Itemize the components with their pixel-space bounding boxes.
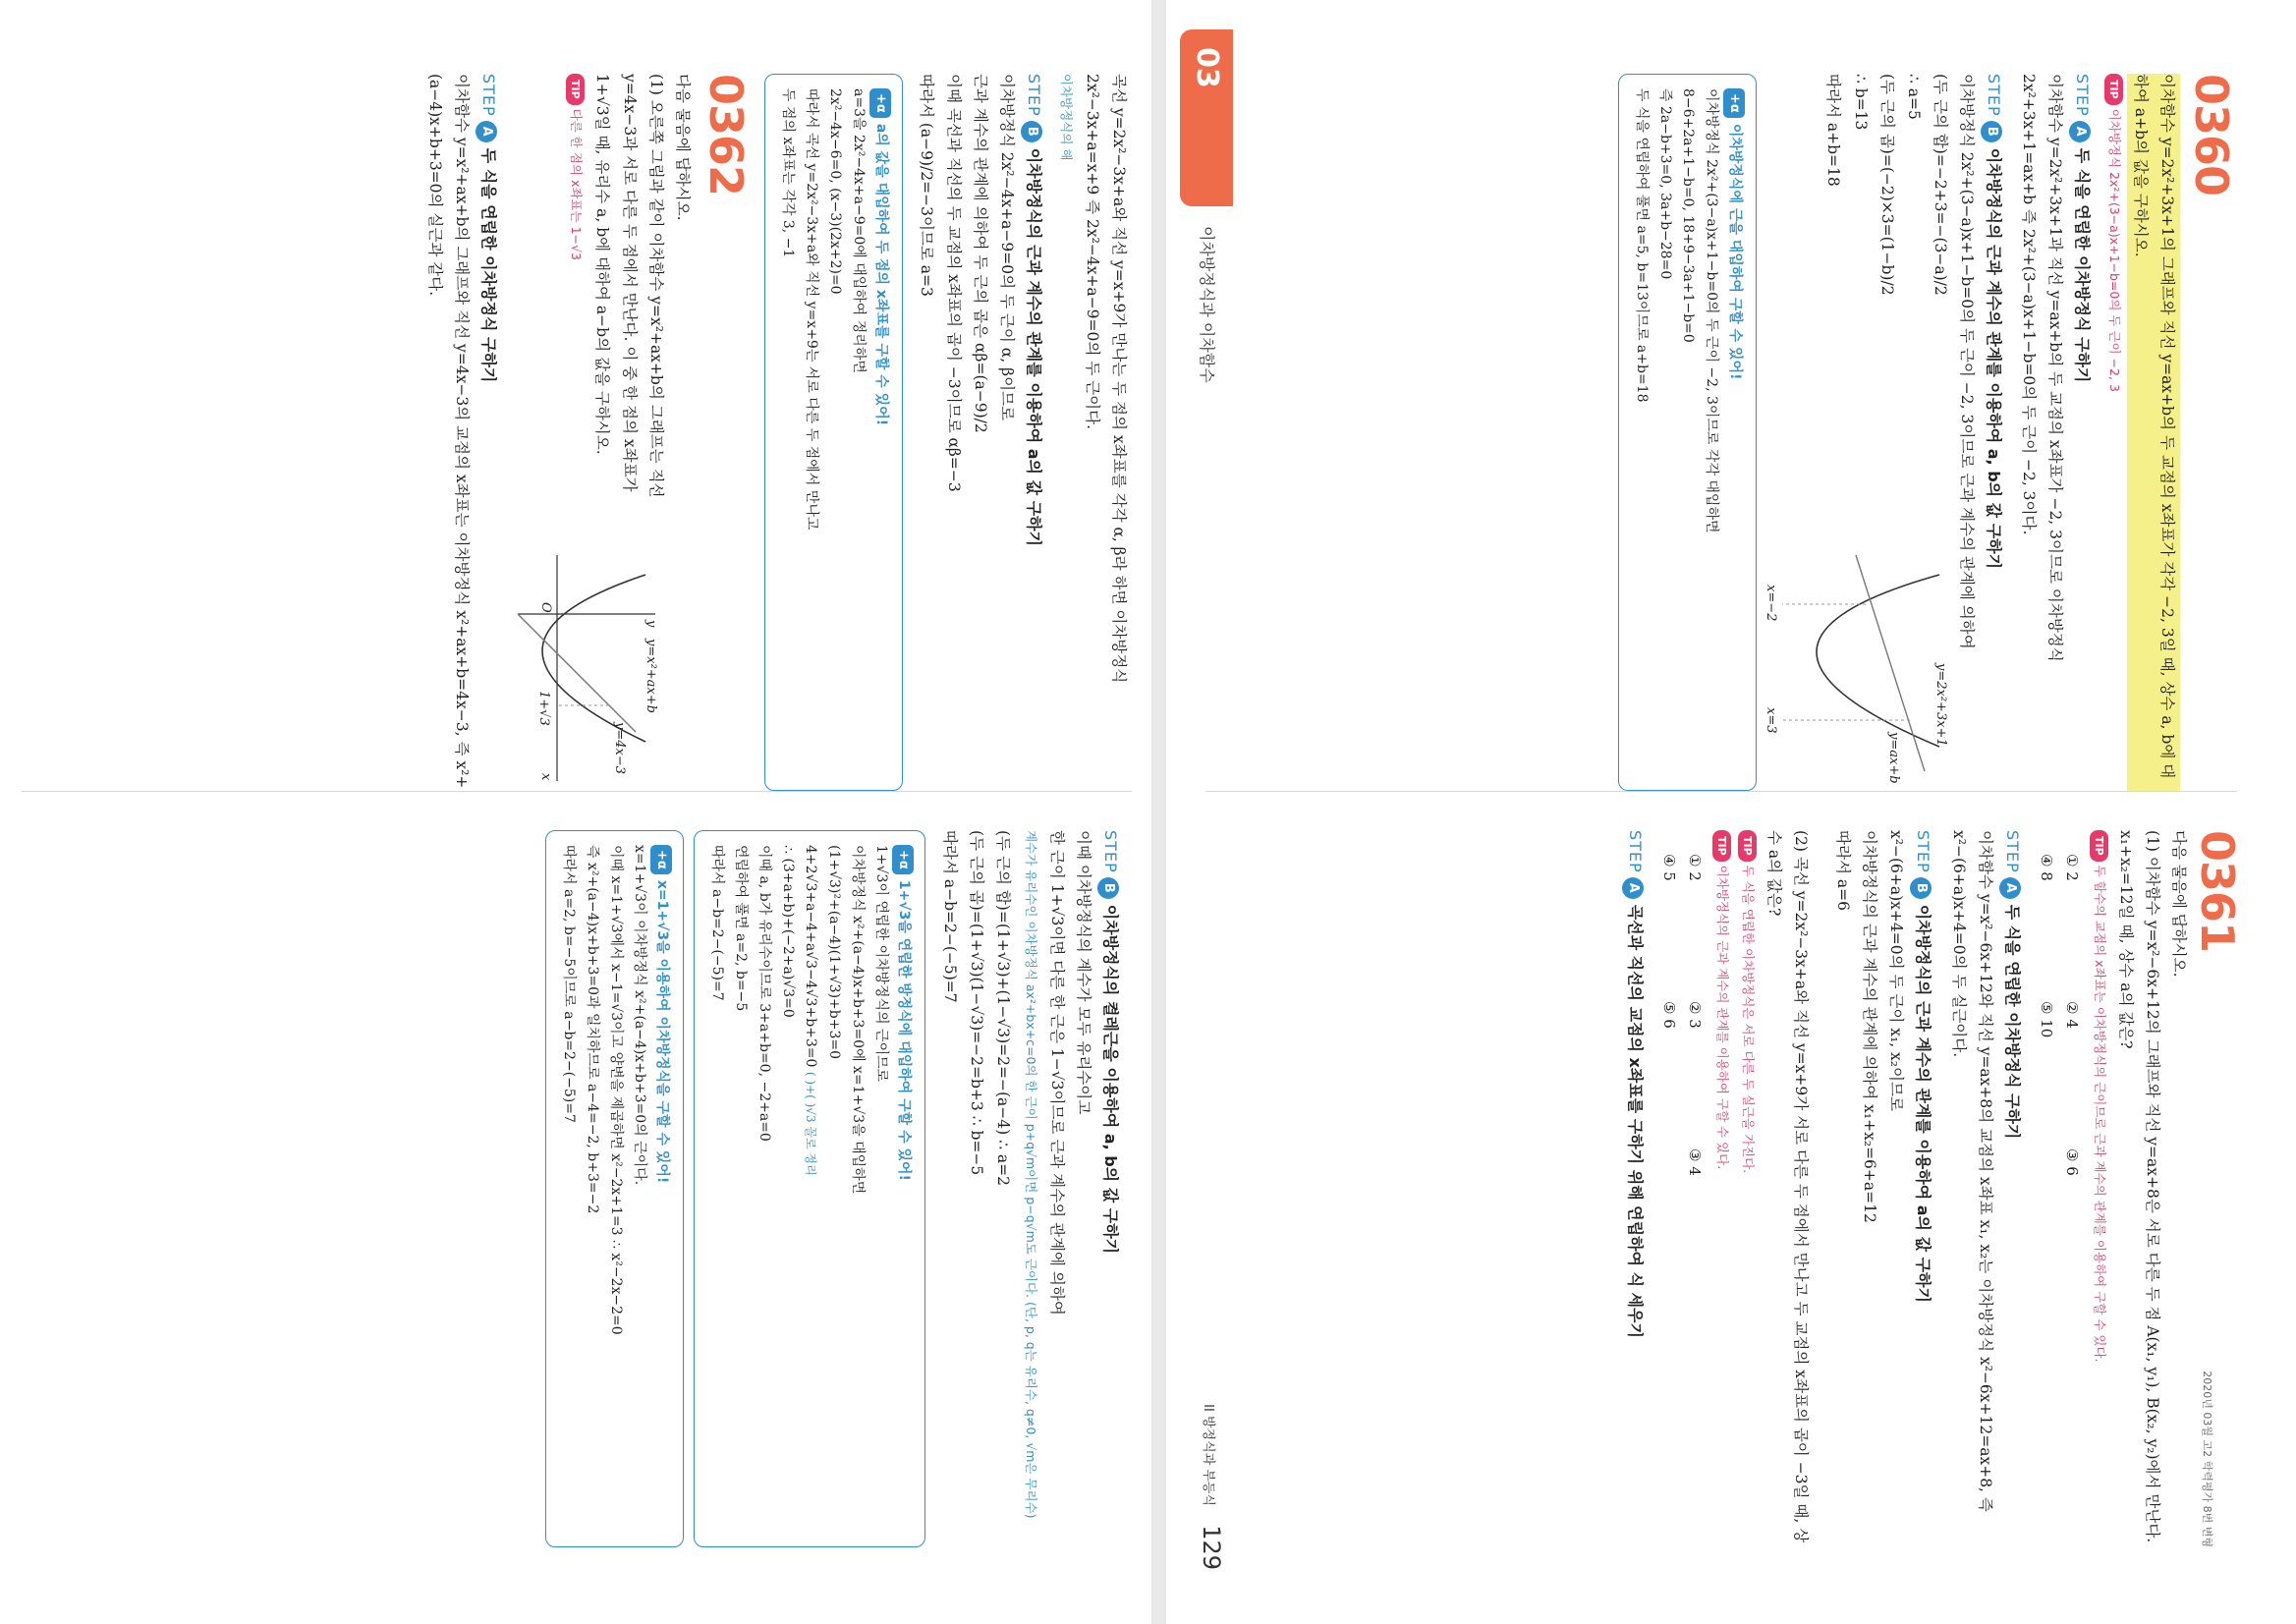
answer-choices [1656, 854, 1708, 1547]
choice[interactable]: ③ 4 [1686, 1148, 1705, 1176]
step-b-badge: B [1097, 877, 1119, 899]
step-a-heading [1998, 830, 2026, 1547]
tip [1737, 830, 1759, 1547]
equation: 따라서 a−b=2−(−5)=7 [940, 830, 959, 1003]
side-note: ( )+( )√3 꼴로 정리 [804, 1071, 818, 1176]
box-line: 따라서 곡선 y=2x²−3x+a와 직선 y=x+9는 서로 다른 두 점에서 만나고 [803, 88, 819, 531]
line [518, 614, 636, 732]
plus-alpha-icon: +α [650, 845, 672, 874]
equation: (두 근의 곱)=(−2)×3=(1−b)/2 [1877, 74, 1896, 296]
box-line-text: 4+2√3+a−4+a√3−4√3+b+3=0 [803, 845, 819, 1068]
box-line: 따라서 a−b=2−(−5)=7 [709, 845, 726, 1001]
box-line: 이때 a, b가 유리수이므로 3+a+b=0, −2+a=0 [756, 845, 772, 1142]
box-line: 8−6+2a+1−b=0, 18+9−3a+1−b=0 [1680, 88, 1697, 343]
choice[interactable]: ⑤ 6 [1659, 1001, 1678, 1029]
box-line: 두 식을 연립하여 풀면 a=5, b=13이므로 a+b=18 [1633, 88, 1650, 403]
section-gap [1151, 0, 1166, 1624]
box-line: 이차방정식 x²+(a−4)x+b+3=0에 x=1+√3을 대입하면 [849, 845, 866, 1195]
equation: ∴ a=5 [1904, 74, 1923, 120]
chapter-tab: 03 [1180, 29, 1233, 206]
box-line: 즉 x²+(a−4)x+b+3=0과 일치하므로 a−4=−2, b+3=−2 [584, 845, 600, 1214]
tip-badge: TIP [1712, 830, 1731, 862]
step-label: STEP [1101, 830, 1120, 873]
equation: (두 근의 곱)=(1+√3)(1−√3)=−2=b+3 ∴ b=−5 [967, 830, 985, 1176]
step-a-heading [2068, 74, 2096, 791]
box-line: ∴ (3+a+b)+(−2+a)√3=0 [779, 845, 796, 1018]
graph-0362 [508, 545, 665, 791]
part-name: II 방정식과 부등식 [1201, 1404, 1215, 1506]
problem-source: 2020년 03월 고2 학력평가 8번 변형 [2201, 1371, 2213, 1547]
tip-badge: TIP [566, 74, 585, 105]
plus-alpha-box [1618, 74, 1757, 791]
step-text: x²−(6+a)x+4=0의 두 근이 x₁, x₂이므로 [1887, 830, 1906, 1111]
curve-label: y=x²+ax+b [643, 639, 658, 713]
problem-intro: 다음 물음에 답하시오. [673, 74, 692, 221]
problem-question: 이차함수 y=2x²+3x+1의 그래프와 직선 y=ax+b의 두 교점의 x좌표가 각각 −2, 3일 때, 상수 a, b에 대하여 a+b의 값을 구하시오. [2127, 74, 2180, 791]
box-title: x=1+√3을 이용하여 이차방정식을 구할 수 있어! [654, 879, 671, 1184]
question-2: (2) 곡선 y=2x²−3x+a와 직선 y=x+9가 서로 다른 두 점에서 만나고 두 교점의 x좌표의 곱이 −3일 때, 상수 a의 값은? [1764, 830, 1811, 1543]
y-axis-label: y [643, 620, 658, 628]
problem-header [2192, 830, 2242, 1547]
tip-text: 두 함수의 교점의 x좌표는 이차방정식의 근이므로 근과 계수의 관계를 이용하여 구할 수 있다. [2093, 865, 2108, 1363]
step-label: STEP [1625, 830, 1645, 873]
box-line: 두 점의 x좌표는 각각 3, −1 [780, 88, 797, 258]
step-text: 이차함수 y=x²+ax+b의 그래프와 직선 y=4x−3의 교점의 x좌표는 이차방정식 x²+ax+b=4x−3, 즉 x²+(a−4)x+b+3=0의 실근과 같다. [425, 74, 471, 789]
parabola-curve [1817, 575, 1939, 747]
step-a-heading [475, 74, 502, 791]
box-line: 따라서 a=2, b=−5이므로 a−b=2−(−5)=7 [561, 845, 578, 1123]
problem-0361 [1621, 830, 2242, 1547]
plus-alpha-box [545, 830, 684, 1547]
box-line: 1+√3이 연립한 이차방정식의 근이므로 [872, 845, 889, 1083]
choice[interactable]: ① 2 [1686, 854, 1705, 881]
question-1: (1) 오른쪽 그림과 같이 이차함수 y=x²+ax+b의 그래프는 직선 y=4x−3과 서로 다른 두 점에서 만난다. 이 중 한 점의 x좌표가 1+√3일 때, 유리수 a, b에 대하여 a−b의 값을 구하시오. [593, 74, 665, 498]
step-title: 두 식을 연립한 이차방정식 구하기 [2073, 147, 2093, 383]
step-b-heading [1020, 74, 1047, 791]
chapter-name: 이차방정식과 이차함수 [1198, 226, 1216, 383]
plus-alpha-icon: +α [892, 845, 914, 874]
page-number: 129 [1198, 1525, 1225, 1570]
step-text: 한 근이 1+√3이면 다른 한 근은 1−√3이므로 근과 계수의 관계에 의하여 [1047, 830, 1066, 1316]
problem-number: 0360 [2185, 74, 2238, 196]
choice[interactable]: ② 3 [1686, 1001, 1705, 1029]
choice[interactable]: ④ 8 [2037, 854, 2055, 881]
step-title: 이차방정식의 근과 계수의 관계를 이용하여 a의 값 구하기 [1024, 147, 1043, 546]
tip [2103, 74, 2125, 791]
step-text: 이차방정식 2x²+(3−a)x+1−b=0의 두 근이 −2, 3이므로 근과 계수의 관계에 의하여 [1958, 74, 1977, 649]
plus-alpha-box [694, 830, 925, 1547]
x1-label: x=−2 [1763, 585, 1778, 622]
problem-number: 0362 [700, 74, 754, 196]
step-text: 이차함수 y=x²−6x+12와 직선 y=ax+8의 교점의 x좌표 x₁, x₂는 이차방정식 x²−6x+12=ax+8, 즉 x²−(6+a)x+4=0의 두 실근이다. [1949, 830, 1994, 1512]
line-label: y=4x−3 [611, 722, 627, 775]
graph-0360 [1763, 535, 1949, 791]
step-title: 곡선과 직선의 교점의 x좌표를 구하기 위해 연립하여 식 세우기 [1625, 904, 1645, 1338]
step-title: 이차방정식의 근과 계수의 관계를 이용하여 a의 값 구하기 [1914, 904, 1933, 1303]
step-label: STEP [1985, 74, 2004, 117]
column-divider [22, 791, 1132, 792]
step-b-heading [1980, 74, 2007, 791]
choice[interactable]: ⑤ 10 [2037, 1001, 2055, 1038]
page-footer [1176, 0, 1235, 1624]
step-text: 이때 이차방정식의 계수가 모두 유리수이고 [1075, 830, 1092, 1115]
box-line: 즉 2a−b+3=0, 3a+b−28=0 [1656, 88, 1673, 280]
step-a-badge: A [1999, 877, 2021, 899]
equation: (두 근의 합)=−2+3=−(3−a)/2 [1931, 74, 1949, 296]
x2-label: x=3 [1763, 707, 1778, 734]
choice[interactable]: ③ 6 [2063, 1148, 2082, 1176]
tip-badge: TIP [1738, 830, 1757, 862]
step-b-heading [1096, 830, 1124, 1547]
step-text: 이차방정식의 근과 계수의 관계에 의하여 x₁+x₂=6+a=12 [1861, 830, 1879, 1223]
box-title: 이차방정식에 근을 대입하여 구할 수 있어! [1726, 123, 1743, 380]
equation: (두 근의 합)=(1+√3)+(1−√3)=2=−(a−4) ∴ a=2 [993, 830, 1012, 1186]
tip [1711, 830, 1733, 1547]
step-label: STEP [2002, 830, 2022, 873]
step-title: 이차방정식의 켤레근을 이용하여 a, b의 값 구하기 [1101, 904, 1120, 1255]
side-note: 계수가 유리수인 이차방정식 ax²+bx+c=0의 한 근이 p+q√m이면 p−q√m도 근이다. (단, p, q는 유리수, q≠0, √m은 무리수) [1023, 830, 1038, 1519]
step-text: 이차방정식 2x²−4x+a−9=0의 두 근이 α, β이므로 [997, 74, 1016, 420]
step-b-badge: B [1910, 877, 1932, 899]
step-a-badge: A [2069, 121, 2091, 142]
tip-text: 다른 한 점의 x좌표는 1−√3 [569, 108, 585, 260]
equation: 따라서 a+b=18 [1824, 74, 1843, 187]
box-line: x=1+√3이 이차방정식 x²+(a−4)x+b+3=0의 근이다. [631, 845, 647, 1186]
box-title: a의 값을 대입하여 두 점의 x좌표를 구할 수 있어! [873, 123, 890, 426]
step-a-badge: A [1622, 877, 1644, 899]
plus-alpha-icon: +α [1723, 88, 1745, 118]
x-axis-label: x [537, 773, 553, 781]
side-note: 이차방정식의 해 [1058, 74, 1074, 161]
box-line: (1+√3)²+(a−4)(1+√3)+b+3=0 [826, 845, 843, 1059]
step-label: STEP [1914, 830, 1933, 873]
box-heading [1722, 88, 1746, 776]
box-line: 2x²−4x−6=0, (x−3)(2x+2)=0 [826, 88, 843, 295]
upper-page-section [1166, 0, 2296, 1624]
step-a-badge: A [476, 121, 497, 142]
tip-badge: TIP [2090, 830, 2108, 862]
problem-0362-continued [535, 830, 1132, 1547]
line-label: y=ax+b [1885, 732, 1901, 784]
step-label: STEP [1024, 74, 1043, 117]
step-title: 이차방정식의 근과 계수의 관계를 이용하여 a, b의 값 구하기 [1985, 147, 2004, 570]
problem-intro: 다음 물음에 답하시오. [2170, 830, 2189, 978]
box-heading [869, 88, 893, 776]
answer-choices [2034, 854, 2086, 1547]
choice[interactable]: ④ 5 [1659, 854, 1678, 881]
column-divider [1205, 791, 2237, 792]
tip [2089, 830, 2110, 1547]
box-line: a=3을 2x²−4x+a−9=0에 대입하여 정리하면 [850, 88, 867, 373]
step-text: 곡선 y=2x²−3x+a와 직선 y=x+9가 만나는 두 점의 x좌표를 각각 α, β라 하면 이차방정식 2x²−3x+a=x+9 즉 2x²−4x+a−9=0의 두 근이다. [1083, 74, 1128, 684]
problem-0360 [1608, 74, 2242, 791]
step-label: STEP [2073, 74, 2093, 117]
choice[interactable]: ② 4 [2063, 1001, 2082, 1029]
step-text: 따라서 (a−9)/2=−3이므로 a=3 [918, 74, 936, 297]
box-line: 연립하여 풀면 a=2, b=−5 [732, 845, 749, 1012]
step-b-badge: B [1021, 121, 1042, 142]
parabola-curve [542, 575, 645, 742]
equation: ∴ b=13 [1851, 74, 1870, 131]
question-1: (1) 이차함수 y=x²−6x+12의 그래프와 직선 y=ax+8은 서로 다른 두 점 A(x₁, y₁), B(x₂, y₂)에서 만난다. x₁+x₂=12일 때, 상수 a의 값은? [2117, 830, 2162, 1543]
problem-0361-continued [420, 74, 1132, 791]
box-heading [650, 845, 674, 1533]
plus-alpha-box [764, 74, 903, 791]
step-title: 두 식을 연립한 이차방정식 구하기 [478, 147, 498, 383]
tip-text: 이차방정식 2x²+(3−a)x+1−b=0의 두 근이 −2, 3 [2107, 108, 2123, 392]
step-b-heading [1909, 830, 1936, 1547]
box-line: 이차방정식 2x²+(3−a)x+1−b=0의 두 근이 −2, 3이므로 각각 대입하면 [1704, 88, 1720, 533]
box-heading [892, 845, 916, 1533]
step-text: 근과 계수의 관계에 의하여 두 근의 곱은 αβ=(a−9)/2 [971, 74, 989, 433]
origin-label: O [537, 602, 553, 613]
problem-number: 0361 [2191, 830, 2244, 953]
point-label: 1+√3 [535, 691, 551, 726]
step-b-badge: B [1981, 121, 2002, 142]
step-text: 이때 곡선과 직선의 두 교점의 x좌표의 곱이 −3이므로 αβ=−3 [944, 74, 963, 492]
plus-alpha-icon: +α [869, 88, 891, 118]
box-line: 이때 x=1+√3에서 x−1=√3이고 양변을 제곱하면 x²−2x+1=3 ∴ x²−2x−2=0 [607, 845, 624, 1335]
choice[interactable]: ① 2 [2063, 854, 2082, 881]
tip-badge: TIP [2104, 74, 2123, 105]
box-title: 1+√3을 연립한 방정식에 대입하여 구할 수 있어! [896, 879, 913, 1181]
step-text: 따라서 a=6 [1834, 830, 1853, 911]
step-label: STEP [478, 74, 498, 117]
tip-text: 이차방정식의 근과 계수의 관계를 이용하여 구할 수 있다. [1714, 865, 1730, 1170]
box-line [799, 845, 822, 1533]
step-text: 이차함수 y=2x²+3x+1과 직선 y=ax+b의 두 교점의 x좌표가 −2, 3이므로 이차방정식 2x²+3x+1=ax+b 즉 2x²+(3−a)x+1−b=0의 두 근이 −2, 3이다. [2020, 74, 2065, 662]
step-a-heading [1621, 830, 1649, 1547]
curve-label: y=2x²+3x+1 [1932, 663, 1948, 747]
step-title: 두 식을 연립한 이차방정식 구하기 [2002, 904, 2022, 1140]
tip-text: 두 식을 연립한 이차방정식은 서로 다른 두 실근을 가진다. [1740, 865, 1756, 1174]
